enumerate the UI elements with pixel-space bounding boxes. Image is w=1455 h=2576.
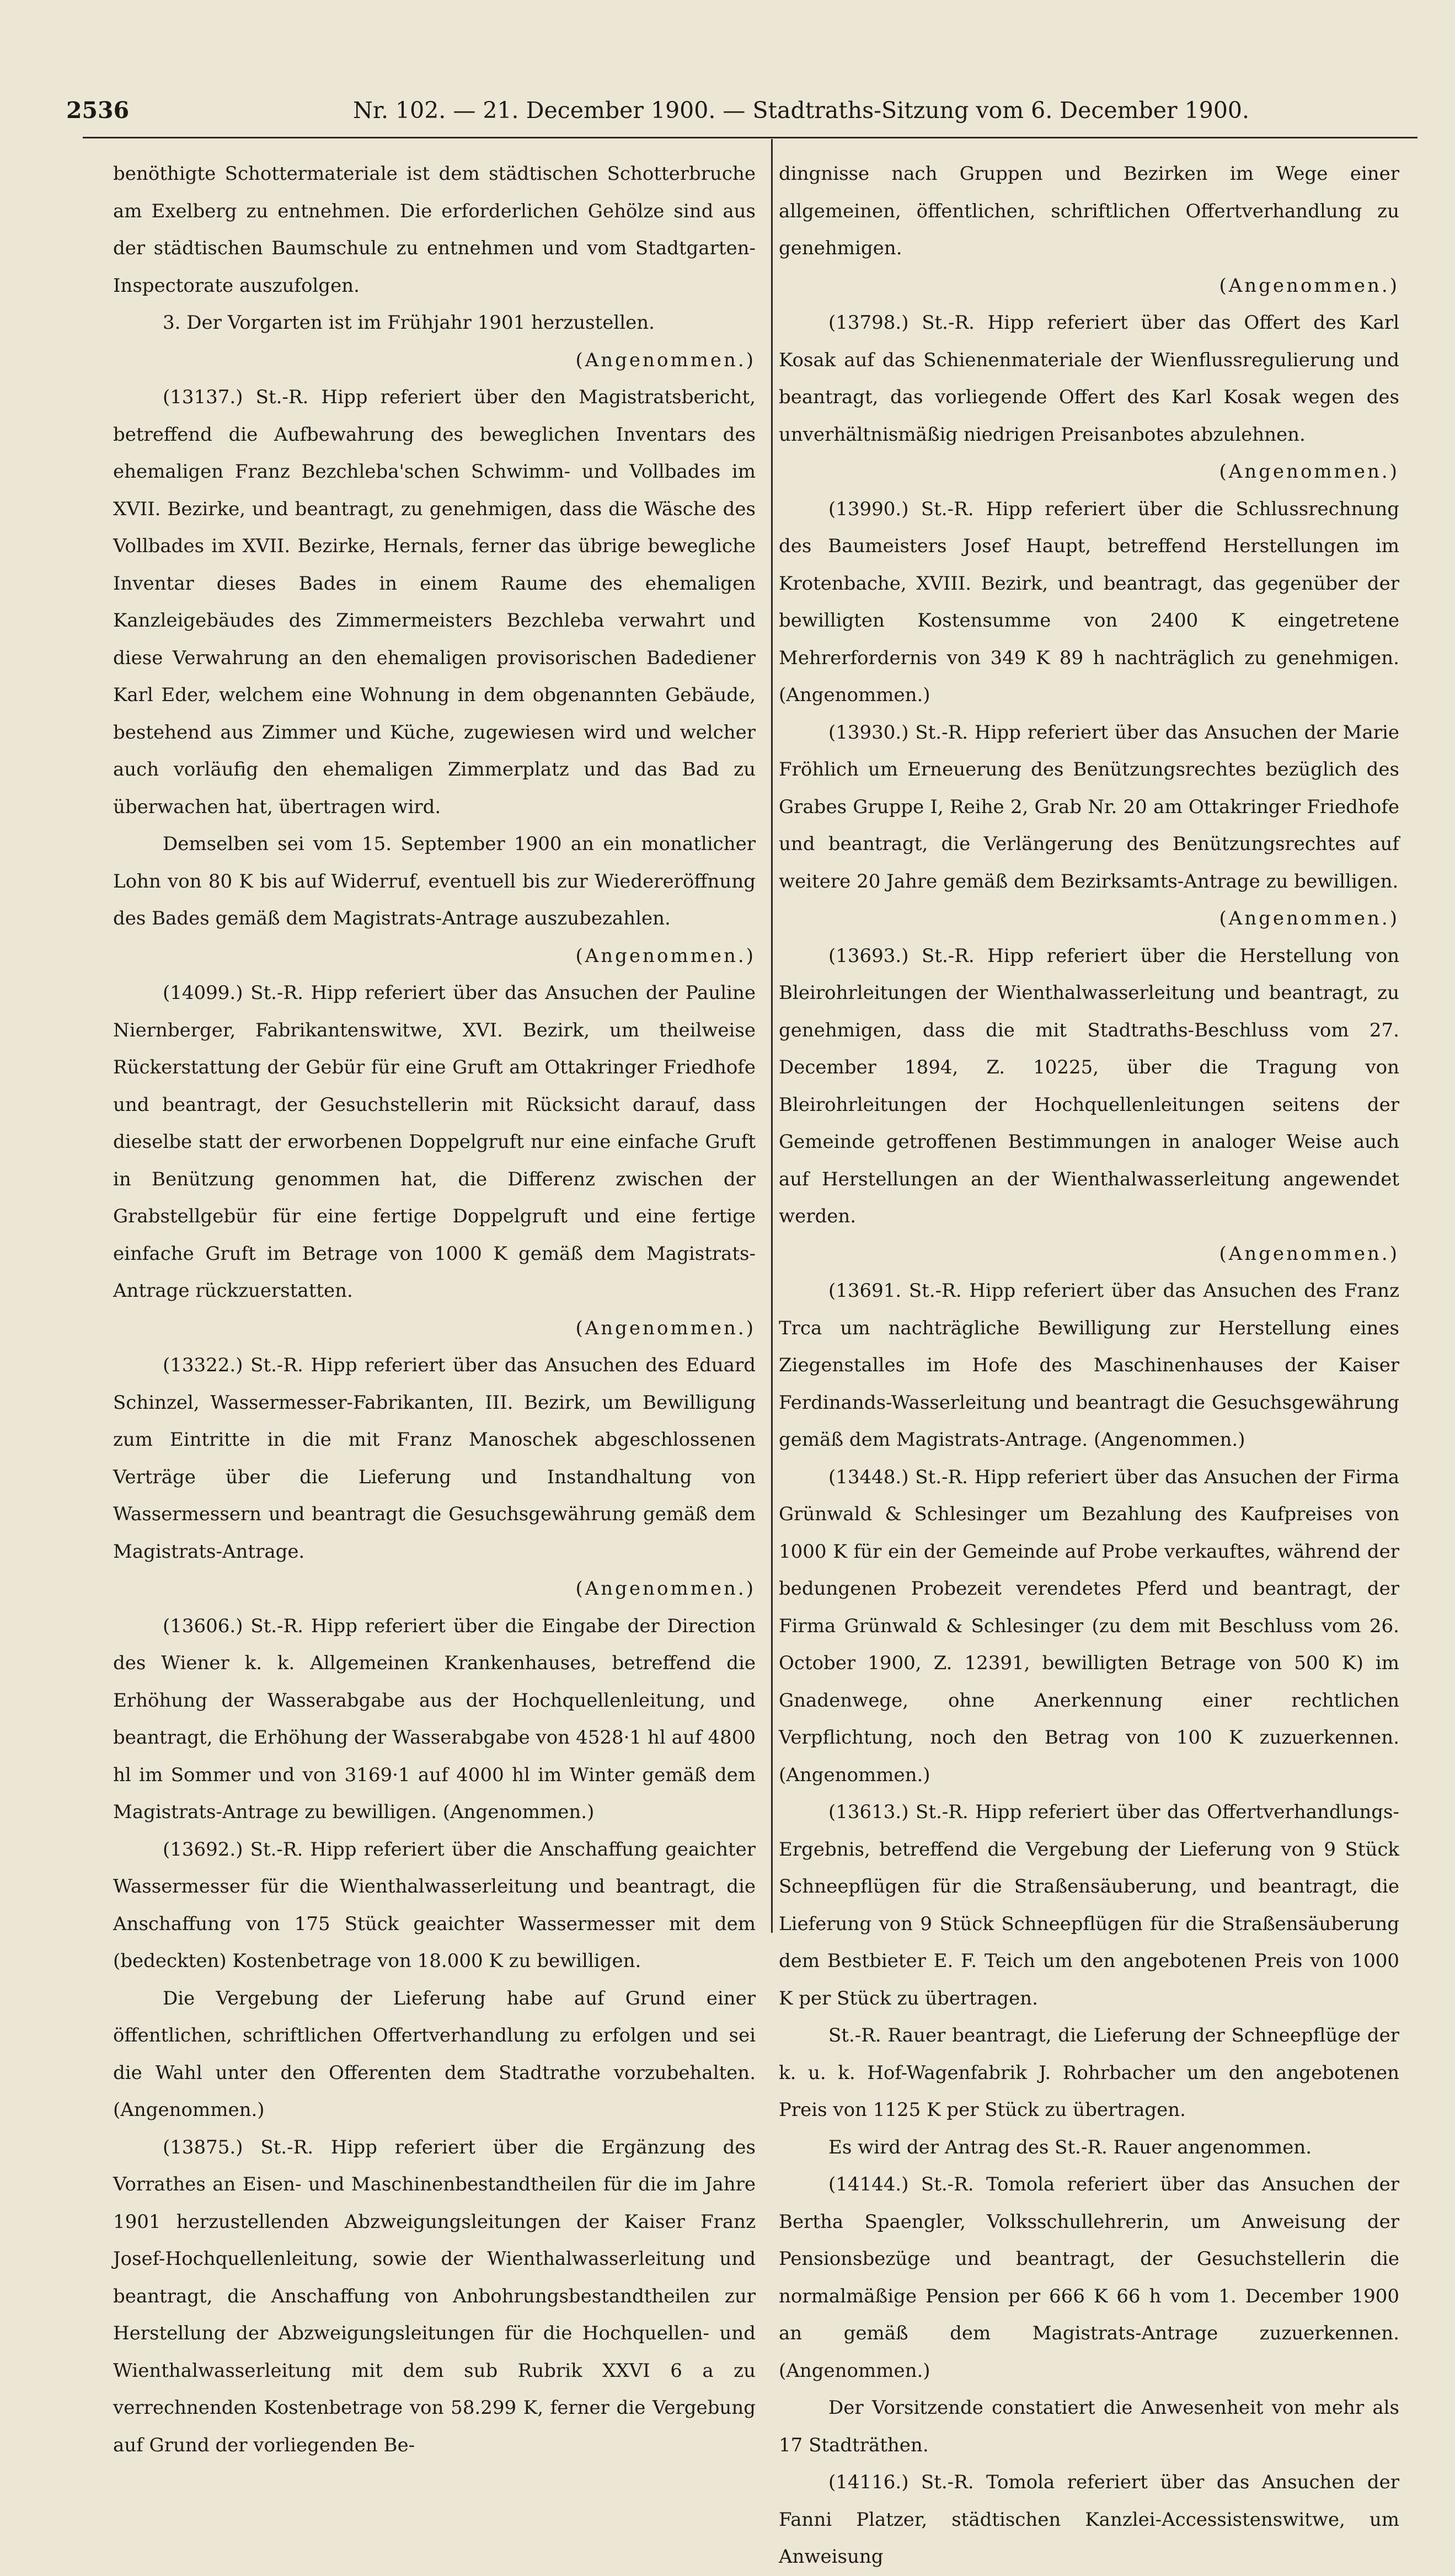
paragraph: (13875.) St.-R. Hipp referiert über die Ergänzung des Vorrathes an Eisen- und Maschinenbestandtheilen für die im Jahre 1901 herzustellenden Abzweigungsleitungen der Kaiser Franz Josef-Hochquellenleitung, sowie der Wienthalwasserleitung und beantragt, die Anschaffung von Anbohrungsbestandtheilen zur Herstellung der Abzweigungsleitungen für die Hochquellen- und Wienthalwasserleitung mit dem sub Rubrik XXVI 6 a zu verrechnenden Kostenbetrage von 58.299 K, ferner die Vergebung auf Grund der vorliegenden Be- — [113, 2136, 756, 2456]
paragraph: (13691. St.-R. Hipp referiert über das Ansuchen des Franz Trca um nachträgliche Bewilligung zur Herstellung eines Ziegenstalles im Hofe des Maschinenhauses der Kaiser Ferdinands-Wasserleitung und beantragt die Gesuchsgewährung gemäß dem Magistrats-Antrage. (Angenommen.) — [779, 1280, 1399, 1451]
right-column — [779, 156, 1399, 2576]
accepted-note: (Angenommen.) — [575, 1578, 756, 1600]
paragraph: 3. Der Vorgarten ist im Frühjahr 1901 herzustellen. — [163, 312, 655, 334]
paragraph: (13798.) St.-R. Hipp referiert über das Offert des Karl Kosak auf das Schienenmateriale der Wienflussregulierung und beantragt, das vorliegende Offert des Karl Kosak wegen des unverhältnismäßig niedrigen Preisanbotes abzulehnen. — [779, 312, 1399, 446]
paragraph: (14099.) St.-R. Hipp referiert über das Ansuchen der Pauline Niernberger, Fabrikantenswitwe, XVI. Bezirk, um theilweise Rückerstattung der Gebür für eine Gruft am Ottakringer Friedhofe und beantragt, der Gesuchstellerin mit Rücksicht darauf, dass dieselbe statt der erworbenen Doppelgruft nur eine einfache Gruft in Benützung genommen hat, die Differenz zwischen der Grabstellgebür für eine fertige Doppelgruft und eine fertige einfache Gruft im Betrage von 1000 K gemäß dem Magistrats-Antrage rückzuerstatten. — [113, 982, 756, 1302]
paragraph: benöthigte Schottermateriale ist dem städtischen Schotterbruche am Exelberg zu entnehmen. Die erforderlichen Gehölze sind aus der städtischen Baumschule zu entnehmen und vom Stadtgarten-Inspectorate auszufolgen. — [113, 163, 756, 297]
header-rule — [83, 137, 1417, 138]
paragraph: (13693.) St.-R. Hipp referiert über die Herstellung von Bleirohrleitungen der Wienthalwasserleitung und beantragt, zu genehmigen, dass die mit Stadtraths-Beschluss vom 27. December 1894, Z. 10225, über die Tragung von Bleirohrleitungen der Hochquellenleitungen seitens der Gemeinde getroffenen Bestimmungen in analoger Weise auch auf Herstellungen an der Wienthalwasserleitung angewendet werden. — [779, 944, 1399, 1227]
left-column — [113, 156, 756, 2464]
paragraph: (14144.) St.-R. Tomola referiert über das Ansuchen der Bertha Spaengler, Volksschullehrerin, um Anweisung der Pensionsbezüge und beantragt, der Gesuchstellerin die normalmäßige Pension per 666 K 66 h vom 1. December 1900 an gemäß dem Magistrats-Antrage zuzuerkennen. (Angenommen.) — [779, 2173, 1399, 2382]
paragraph: (13606.) St.-R. Hipp referiert über die Eingabe der Direction des Wiener k. k. Allgemeinen Krankenhauses, betreffend die Erhöhung der Wasserabgabe aus der Hochquellenleitung, und beantragt, die Erhöhung der Wasserabgabe von 4528·1 hl auf 4800 hl im Sommer und von 3169·1 auf 4000 hl im Winter gemäß dem Magistrats-Antrage zu bewilligen. (Angenommen.) — [113, 1615, 756, 1823]
page-header — [66, 97, 1250, 132]
paragraph: (14116.) St.-R. Tomola referiert über das Ansuchen der Fanni Platzer, städtischen Kanzlei-Accessistenswitwe, um Anweisung — [779, 2471, 1399, 2568]
paragraph: (13137.) St.-R. Hipp referiert über den Magistratsbericht, betreffend die Aufbewahrung des beweglichen Inventars des ehemaligen Franz Bezchleba'schen Schwimm- und Vollbades im XVII. Bezirke, und beantragt, zu genehmigen, dass die Wäsche des Vollbades im XVII. Bezirke, Hernals, ferner das übrige bewegliche Inventar dieses Bades in einem Raume des ehemaligen Kanzleigebäudes des Zimmermeisters Bezchleba verwahrt und diese Verwahrung an den ehemaligen provisorischen Badediener Karl Eder, welchem eine Wohnung in dem obgenannten Gebäude, bestehend aus Zimmer und Küche, zugewiesen wird und welcher auch vorläufig den ehemaligen Zimmerplatz und das Bad zu überwachen hat, übertragen wird. — [113, 386, 756, 818]
accepted-note: (Angenommen.) — [1219, 907, 1399, 929]
paragraph: St.-R. Rauer beantragt, die Lieferung der Schneepflüge der k. u. k. Hof-Wagenfabrik J. Rohrbacher um den angebotenen Preis von 1125 K per Stück zu übertragen. — [779, 2024, 1399, 2121]
accepted-note: (Angenommen.) — [575, 349, 756, 371]
accepted-note: (Angenommen.) — [1219, 274, 1399, 297]
paragraph: (13692.) St.-R. Hipp referiert über die Anschaffung geaichter Wassermesser für die Wienthalwasserleitung und beantragt, die Anschaffung von 175 Stück geaichter Wassermesser mit dem (bedeckten) Kostenbetrage von 18.000 K zu bewilligen. — [113, 1838, 756, 1972]
accepted-note: (Angenommen.) — [575, 1317, 756, 1339]
page-number: 2536 — [66, 97, 130, 124]
paragraph: (13930.) St.-R. Hipp referiert über das Ansuchen der Marie Fröhlich um Erneuerung des Benützungsrechtes bezüglich des Grabes Gruppe I, Reihe 2, Grab Nr. 20 am Ottakringer Friedhofe und beantragt, die Verlängerung des Benützungsrechtes auf weitere 20 Jahre gemäß dem Bezirksamts-Antrage zu bewilligen. — [779, 721, 1399, 892]
paragraph: Demselben sei vom 15. September 1900 an ein monatlicher Lohn von 80 K bis auf Widerruf, eventuell bis zur Wiedereröffnung des Bades gemäß dem Magistrats-Antrage auszubezahlen. — [113, 833, 756, 929]
paragraph: (13613.) St.-R. Hipp referiert über das Offertverhandlungs-Ergebnis, betreffend die Vergebung der Lieferung von 9 Stück Schneepflügen für die Straßensäuberung, und beantragt, die Lieferung von 9 Stück Schneepflügen für die Straßensäuberung dem Bestbieter E. F. Teich um den angebotenen Preis von 1000 K per Stück zu übertragen. — [779, 1801, 1399, 2010]
accepted-note: (Angenommen.) — [575, 944, 756, 967]
paragraph: Es wird der Antrag des St.-R. Rauer angenommen. — [828, 2136, 1312, 2158]
column-divider — [771, 139, 773, 1933]
paragraph: (13990.) St.-R. Hipp referiert über die Schlussrechnung des Baumeisters Josef Haupt, betreffend Herstellungen im Krotenbache, XVIII. Bezirk, und beantragt, das gegenüber der bewilligten Kostensumme von 2400 K eingetretene Mehrerfordernis von 349 K 89 h nachträglich zu genehmigen. (Angenommen.) — [779, 498, 1399, 706]
paragraph: Die Vergebung der Lieferung habe auf Grund einer öffentlichen, schriftlichen Offertverhandlung zu erfolgen und sei die Wahl unter den Offerenten dem Stadtrathe vorzubehalten. (Angenommen.) — [113, 1987, 756, 2121]
paragraph: (13448.) St.-R. Hipp referiert über das Ansuchen der Firma Grünwald & Schlesinger um Bezahlung des Kaufpreises von 1000 K für ein der Gemeinde auf Probe verkauftes, während der bedungenen Probezeit verendetes Pferd und beantragt, der Firma Grünwald & Schlesinger (zu dem mit Beschluss vom 26. October 1900, Z. 12391, bewilligten Betrage von 500 K) im Gnadenwege, ohne Anerkennung einer rechtlichen Verpflichtung, noch den Betrag von 100 K zuzuerkennen. (Angenommen.) — [779, 1466, 1399, 1786]
paragraph: dingnisse nach Gruppen und Bezirken im Wege einer allgemeinen, öffentlichen, schriftlichen Offertverhandlung zu genehmigen. — [779, 163, 1399, 259]
paragraph: Der Vorsitzende constatiert die Anwesenheit von mehr als 17 Stadträthen. — [779, 2397, 1399, 2456]
paragraph: (13322.) St.-R. Hipp referiert über das Ansuchen des Eduard Schinzel, Wassermesser-Fabrikanten, III. Bezirk, um Bewilligung zum Eintritte in die mit Franz Manoschek abgeschlossenen Verträge über die Lieferung und Instandhaltung von Wassermessern und beantragt die Gesuchsgewährung gemäß dem Magistrats-Antrage. — [113, 1354, 756, 1563]
accepted-note: (Angenommen.) — [1219, 1242, 1399, 1265]
header-title: Nr. 102. — 21. December 1900. — Stadtraths-Sitzung vom 6. December 1900. — [353, 97, 1250, 124]
accepted-note: (Angenommen.) — [1219, 461, 1399, 483]
